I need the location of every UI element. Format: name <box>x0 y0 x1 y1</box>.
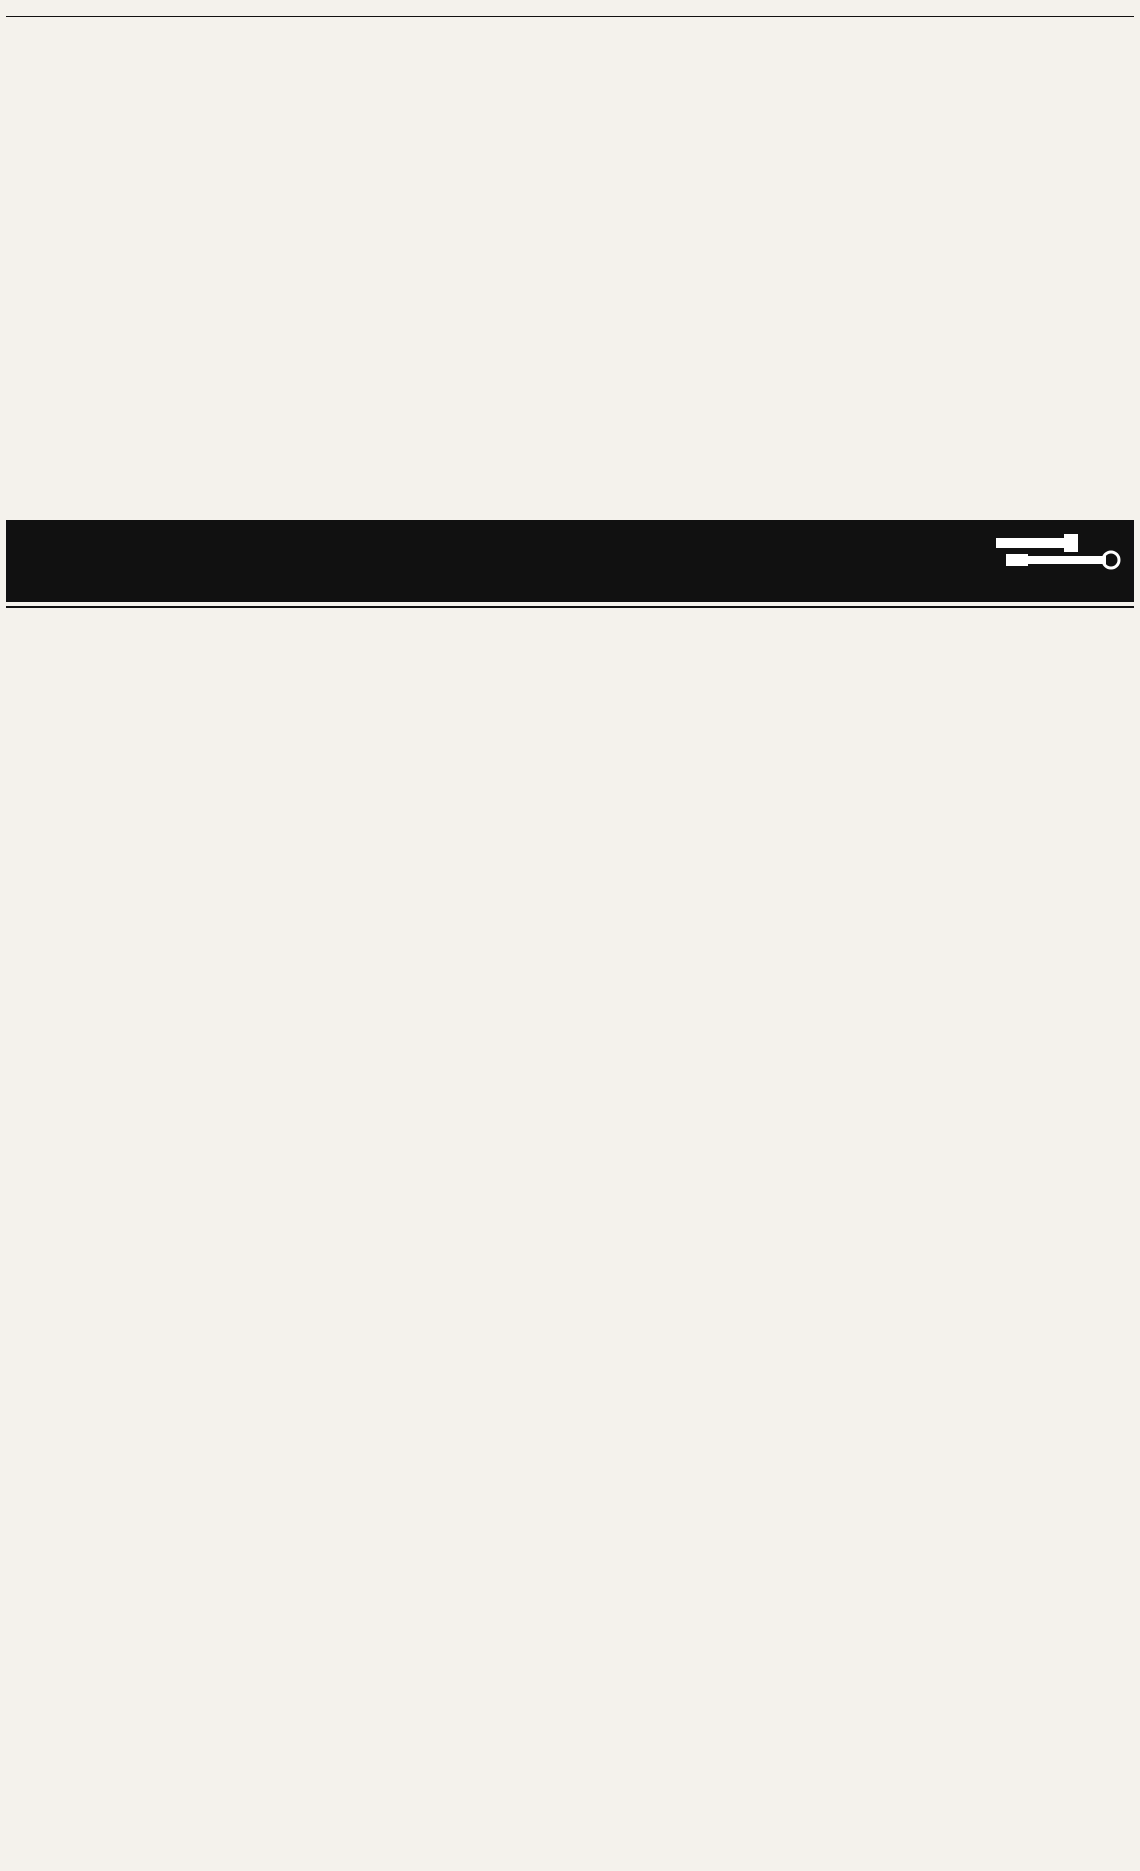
tools-icon <box>986 530 1126 580</box>
masthead-rule <box>6 16 1134 17</box>
classified-columns <box>6 20 1134 518</box>
masthead <box>6 2 1134 16</box>
home-service-guide-banner <box>6 520 1134 602</box>
service-directory <box>6 606 1134 1853</box>
